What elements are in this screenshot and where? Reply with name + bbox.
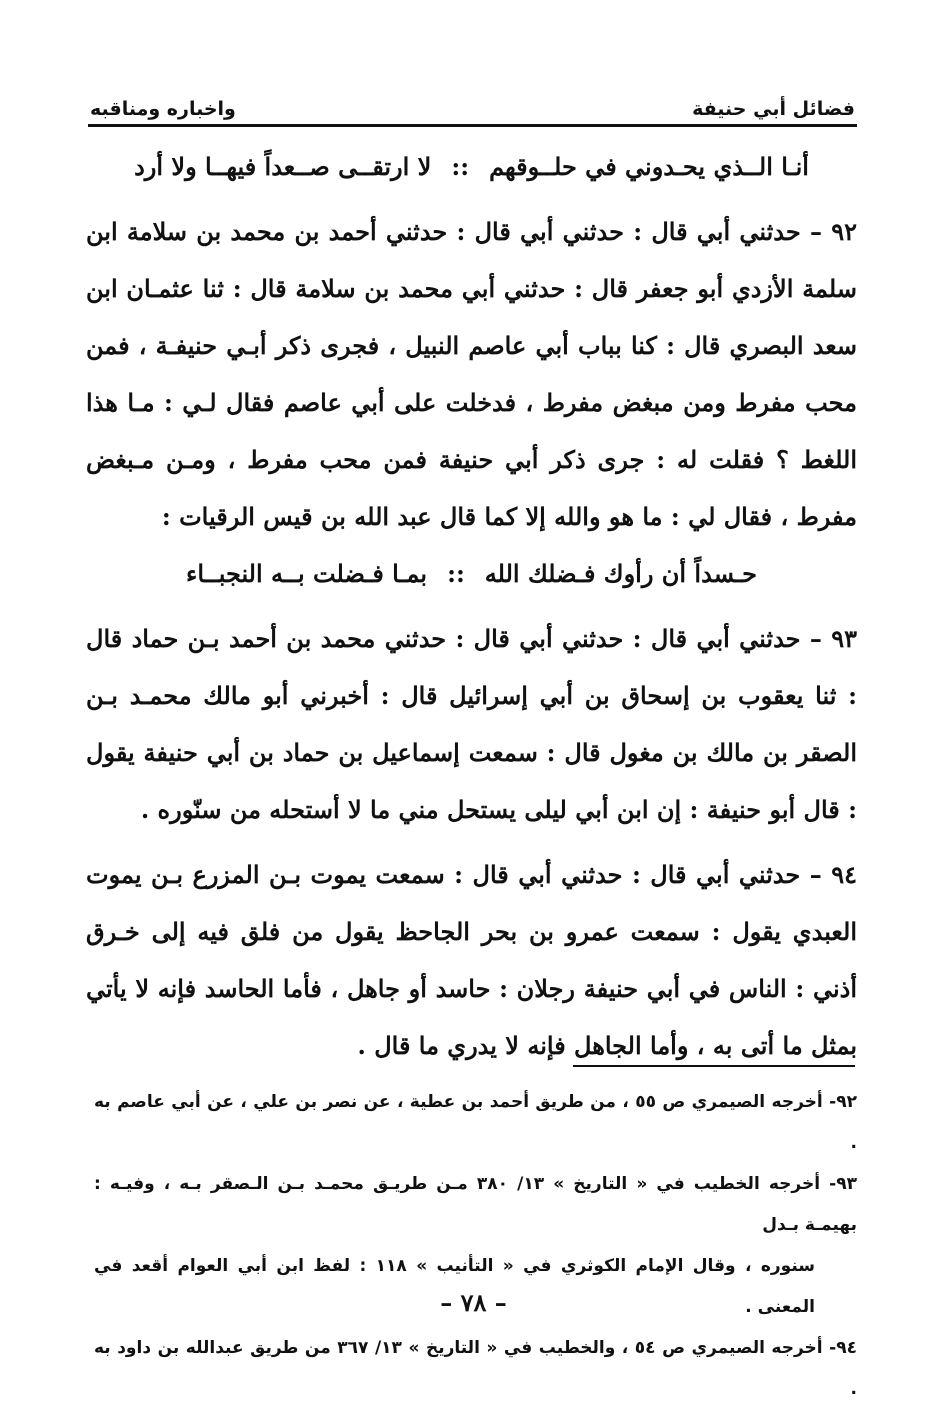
verse-1-separator: :: [451,152,470,181]
poetry-verse-1 [86,138,857,195]
footnote-92: ٩٢- أخرجه الصيمري ص ٥٥ ، من طريق أحمد بن عطية ، عن نصر بن علي ، عن أبي عاصم به . [94,1092,857,1153]
verse-2-first-hemistich: حـسداً أن رأوك فـضلك الله [484,559,757,588]
poetry-verse-2 [86,545,857,602]
header-book-title: فضائل أبي حنيفة [692,98,855,120]
paragraph-93: ٩٣ – حدثني أبي قال : حدثني أبي قال : حدثني محمد بن أحمد بـن حماد قال : ثنا يعقوب بن إسحاق بن أبي إسرائيل قال : أخبرني أبو مالك محمـد بـن الصقر بن مالك بن مغول قال : سمعت إسماعيل بن حماد بن أبي حنيفة يقول : قال أبو حنيفة : إن ابن أبي ليلى يستحل مني ما لا أستحله من سنّوره . [86,624,857,824]
footnote-94: ٩٤- أخرجه الصيمري ص ٥٤ ، والخطيب في « التاريخ » ١٣/ ٣٦٧ من طريق عبدالله بن داود به . [94,1338,857,1399]
verse-1-first-hemistich: أنـا الــذي يحـدوني في حلــوقهم [489,152,809,181]
footnote-rule [573,1065,855,1067]
running-header [90,80,855,120]
footnote-93-line-1: ٩٣- أخرجه الخطيب في « التاريخ » ١٣/ ٣٨٠ مـن طريـق محمـد بـن الـصقر بـه ، وفيـه : بهيمـة بـدل [94,1174,857,1235]
footnotes [94,1082,857,1410]
page-number: – ٧٨ – [440,1288,507,1317]
header-rule [88,124,857,127]
verse-2-separator: :: [447,559,465,588]
verse-1-second-hemistich: لا ارتقــى صــعداً فيهــا ولا أرد [134,152,432,181]
footnote-93-line-2: سنوره ، وقال الإمام الكوثري في « التأنيب » ١١٨ : لفظ ابن أبي العوام أقعد في المعنى . [94,1256,815,1317]
paragraph-92: ٩٢ – حدثني أبي قال : حدثني أبي قال : حدثني أحمد بن محمد بن سلامة ابن سلمة الأزدي أبو جعفر قال : حدثني أبي محمد بن سلامة قال : ثنا عثمـان ابن سعد البصري قال : كنا بباب أبي عاصم النبيل ، فجرى ذكر أبـي حنيفـة ، فمن محب مفرط ومن مبغض مفرط ، فدخلت على أبي عاصم فقال لـي : مـا هذا اللغط ؟ فقلت له : جرى ذكر أبي حنيفة فمن محب مفرط ، ومـن مـبغض مفرط ، فقال لي : ما هو والله إلا كما قال عبد الله بن قيس الرقيات : [86,217,857,531]
paragraph-94: ٩٤ – حدثني أبي قال : حدثني أبي قال : سمعت يموت بـن المزرع بـن يموت العبدي يقول : سمعت عمرو بن بحر الجاحظ يقول من فلق فيه إلى خـرق أذني : الناس في أبي حنيفة رجلان : حاسد أو جاهل ، فأما الحاسد فإنه لا يأتي بمثل ما أتى به ، وأما الجاهل فإنه لا يدري ما قال . [86,860,857,1060]
header-section-title: واخباره ومناقبه [90,98,236,120]
verse-2-second-hemistich: بمـا فـضلت بــه النجبــاء [186,559,428,588]
main-text [86,138,857,1074]
